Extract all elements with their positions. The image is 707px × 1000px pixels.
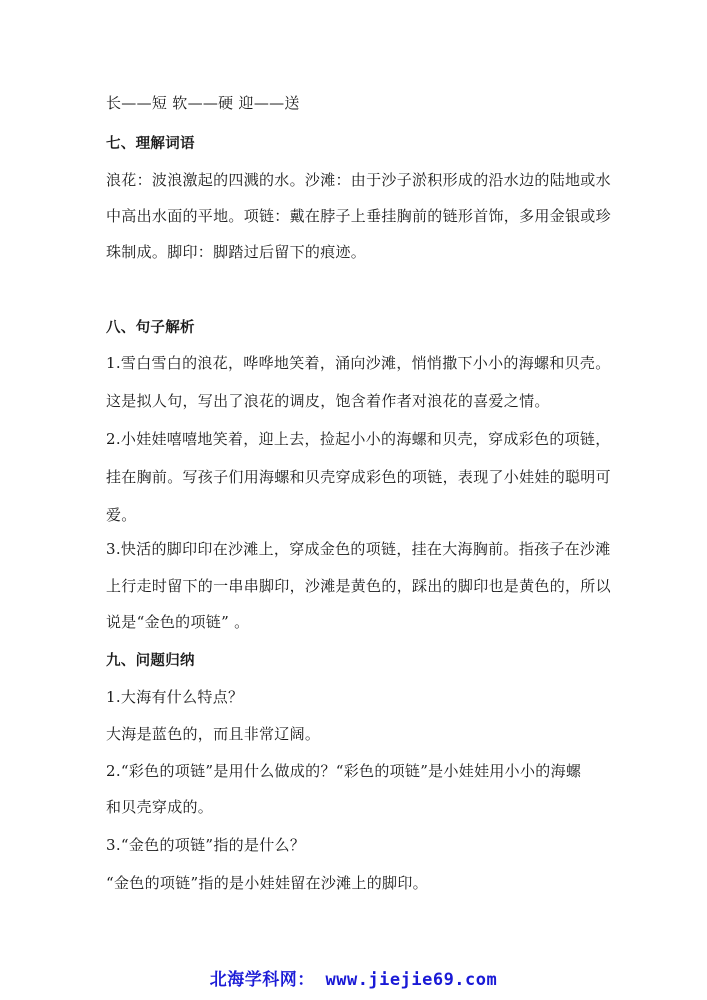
section-8-line: 1.雪白雪白的浪花，哗哗地笑着，涌向沙滩，悄悄撒下小小的海螺和贝壳。	[106, 354, 611, 372]
section-8-line: 爱。	[106, 506, 137, 524]
section-8-line: 挂在胸前。写孩子们用海螺和贝壳穿成彩色的项链，表现了小娃娃的聪明可	[106, 468, 611, 486]
section-7-line: 浪花：波浪激起的四溅的水。沙滩：由于沙子淤积形成的沿水边的陆地或水	[106, 171, 611, 189]
antonym-pairs: 长——短 软——硬 迎——送	[106, 94, 300, 112]
section-9-line: 1.大海有什么特点？	[106, 688, 244, 706]
section-8-line: 3.快活的脚印印在沙滩上，穿成金色的项链，挂在大海胸前。指孩子在沙滩	[106, 540, 611, 558]
section-9-line: 和贝壳穿成的。	[106, 798, 214, 816]
section-8-line: 上行走时留下的一串串脚印，沙滩是黄色的，踩出的脚印也是黄色的，所以	[106, 577, 611, 595]
section-9-line: 3.“金色的项链”指的是什么？	[106, 836, 306, 854]
section-8-line: 说是“金色的项链” 。	[106, 613, 250, 631]
section-7-line: 中高出水面的平地。项链：戴在脖子上垂挂胸前的链形首饰，多用金银或珍	[106, 207, 611, 225]
section-7-line: 珠制成。脚印：脚踏过后留下的痕迹。	[106, 243, 367, 261]
section-9-line: 2.“彩色的项链”是用什么做成的？“彩色的项链”是小娃娃用小小的海螺	[106, 762, 582, 780]
footer-website-link[interactable]: 北海学科网： www.jiejie69.com	[209, 970, 498, 990]
section-9-line: 大海是蓝色的，而且非常辽阔。	[106, 725, 321, 743]
section-8-line: 这是拟人句，写出了浪花的调皮，饱含着作者对浪花的喜爱之情。	[106, 392, 550, 410]
section-9-line: “金色的项链”指的是小娃娃留在沙滩上的脚印。	[106, 874, 428, 892]
section-7-heading: 七、理解词语	[106, 136, 195, 152]
section-8-heading: 八、句子解析	[106, 320, 195, 336]
section-8-line: 2.小娃娃嘻嘻地笑着，迎上去，捡起小小的海螺和贝壳，穿成彩色的项链，	[106, 430, 611, 448]
section-9-heading: 九、问题归纳	[106, 653, 195, 669]
